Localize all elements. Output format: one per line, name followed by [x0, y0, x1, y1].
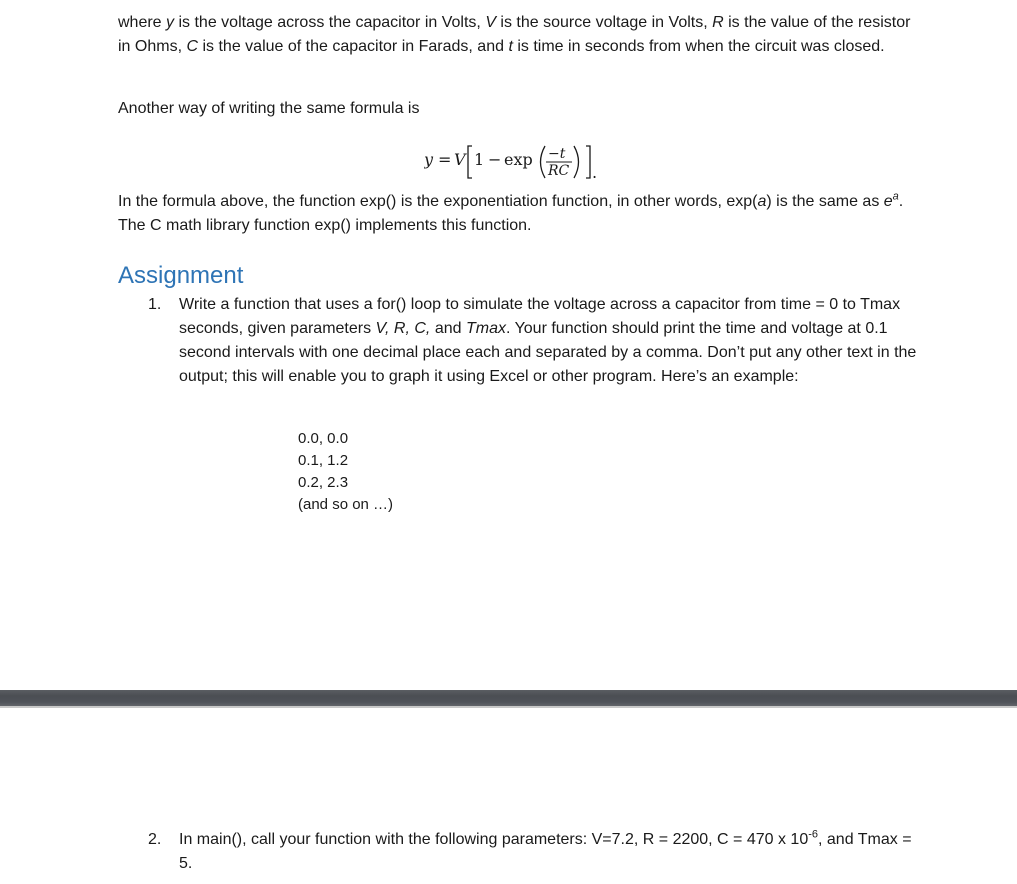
formula-minus: −	[488, 150, 502, 169]
formula-right-bracket	[586, 146, 590, 178]
formula-V: V	[454, 150, 466, 169]
list-item-2	[148, 828, 918, 876]
section-heading-assignment: Assignment	[118, 262, 244, 289]
paragraph-alternate-formula-intro: Another way of writing the same formula is	[118, 100, 420, 117]
example-line: 0.0, 0.0	[298, 430, 349, 447]
formula-y: y	[424, 150, 434, 169]
formula-exp: exp	[504, 150, 533, 169]
formula-equals: =	[438, 150, 452, 169]
example-output	[298, 428, 393, 516]
list-item-1	[148, 293, 918, 389]
formula-denominator: RC	[548, 163, 570, 179]
formula-period: .	[592, 163, 598, 182]
paragraph-variable-definitions: where y is the voltage across the capacitor in Volts, V is the source voltage in Volts, R is the value of the resistor in Ohms, C is the value of the capacitor in Farads, and t is time in seconds from when the circuit was closed.	[118, 14, 911, 55]
list-item-text: In main(), call your function with the following parameters: V=7.2, R = 2200, C = 470 x $10^{-6}$, and Tmax = 5.	[179, 828, 912, 872]
paragraph-exp-explanation: In the formula above, the function exp() is the exponentiation function, in other words, exp(a) is the same as $e^a$. The C math library function exp() implements this function.	[118, 190, 904, 234]
formula-numerator: −t	[548, 146, 566, 162]
list-number: 2.	[148, 831, 162, 848]
formula-left-bracket	[468, 146, 472, 178]
list-item-text: Write a function that uses a for() loop to simulate the voltage across a capacitor from time = 0 to Tmax seconds, given parameters V, R, C, and Tmax. Your function should print the time and voltage at 0.1 second intervals with one decimal place each and separated by a comma. Don’t put any other text in the output; this will enable you to graph it using Excel or other program. Here’s an example:	[179, 296, 917, 385]
formula-one: 1	[474, 150, 485, 169]
example-line: 0.1, 1.2	[298, 452, 349, 469]
formula-right-paren	[574, 146, 579, 178]
list-number: 1.	[148, 296, 162, 313]
example-line: 0.2, 2.3	[298, 474, 349, 491]
example-line: (and so on …)	[298, 496, 394, 513]
formula-left-paren	[541, 146, 546, 178]
capacitor-voltage-formula	[424, 138, 624, 184]
